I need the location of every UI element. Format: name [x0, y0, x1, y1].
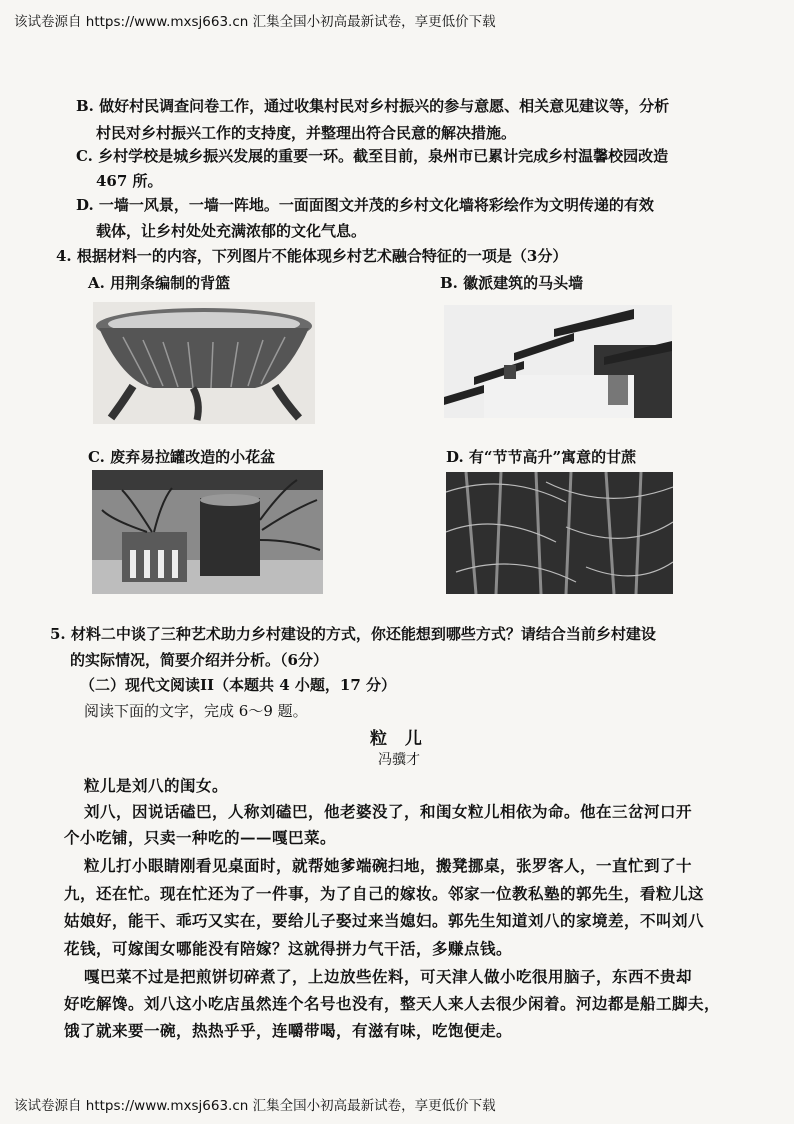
q5-line-1: 5. 材料二中谈了三种艺术助力乡村建设的方式，你还能想到哪些方式？请结合当前乡村建设 [50, 625, 656, 643]
story-line-10: 饿了就来要一碗，热热乎乎，连嚼带喝，有滋有味，吃饱便走。 [64, 1021, 513, 1040]
section-instruction: 阅读下面的文字，完成 6～9 题。 [84, 702, 308, 720]
story-title: 粒 儿 [370, 729, 428, 749]
story-line-6: 姑娘好，能干、乖巧又实在，要给儿子娶过来当媳妇。郭先生知道刘八的家境差，不叫刘八 [64, 911, 705, 930]
q4-option-b-caption: B. 徽派建筑的马头墙 [440, 274, 584, 292]
q4-option-d-caption: D. 有“节节高升”寓意的甘蔗 [446, 448, 637, 466]
story-line-2: 刘八，因说话磕巴，人称刘磕巴，他老婆没了，和闺女粒儿相依为命。他在三岔河口开 [84, 802, 693, 821]
story-line-8: 嘎巴菜不过是把煎饼切碎煮了，上边放些佐料，可天津人做小吃很用脑子，东西不贵却 [84, 967, 693, 986]
story-line-1: 粒儿是刘八的闺女。 [84, 776, 229, 795]
q4-stem: 4. 根据材料一的内容，下列图片不能体现乡村艺术融合特征的一项是（3分） [56, 247, 568, 265]
story-line-5: 九，还在忙。现在忙还为了一件事，为了自己的嫁妆。邻家一位教私塾的郭先生，看粒儿这 [64, 884, 705, 903]
sugarcane-image [446, 472, 673, 594]
story-author: 冯骥才 [378, 752, 420, 768]
story-line-7: 花钱，可嫁闺女哪能没有陪嫁？这就得拼力气干活，多赚点钱。 [64, 939, 513, 958]
horse-head-wall-image [444, 305, 672, 418]
story-line-9: 好吃解馋。刘八这小吃店虽然连个名号也没有，整天人来人去很少闲着。河边都是船工脚夫， [64, 994, 721, 1013]
option-d-line-2: 载体，让乡村处处充满浓郁的文化气息。 [96, 222, 367, 240]
story-line-3: 个小吃铺，只卖一种吃的——嘎巴菜。 [64, 828, 337, 847]
basket-image [93, 302, 315, 424]
page-header-source: 该试卷源自 https://www.mxsj663.cn 汇集全国小初高最新试卷，享更低价下载 [14, 14, 496, 30]
section-heading: （二）现代文阅读II（本题共 4 小题，17 分） [80, 676, 397, 694]
option-b-line-2: 村民对乡村振兴工作的支持度，并整理出符合民意的解决措施。 [96, 124, 517, 142]
story-line-4: 粒儿打小眼睛刚看见桌面时，就帮她爹端碗扫地，搬凳挪桌，张罗客人，一直忙到了十 [84, 856, 693, 875]
page-footer-source: 该试卷源自 https://www.mxsj663.cn 汇集全国小初高最新试卷，享更低价下载 [14, 1098, 496, 1114]
option-c-line-2: 467 所。 [96, 172, 163, 190]
option-c-line-1: C. 乡村学校是城乡振兴发展的重要一环。截至目前，泉州市已累计完成乡村温馨校园改造 [76, 147, 669, 165]
option-d-line-1: D. 一墙一风景，一墙一阵地。一面面图文并茂的乡村文化墙将彩绘作为文明传递的有效 [76, 196, 654, 214]
q4-option-c-caption: C. 废弃易拉罐改造的小花盆 [88, 448, 276, 466]
can-flowerpot-image [92, 470, 323, 594]
q4-option-a-caption: A. 用荆条编制的背篮 [88, 274, 231, 292]
q5-line-2: 的实际情况，简要介绍并分析。（6分） [70, 651, 328, 669]
option-b-line-1: B. 做好村民调查问卷工作，通过收集村民对乡村振兴的参与意愿、相关意见建议等，分析 [76, 97, 670, 115]
